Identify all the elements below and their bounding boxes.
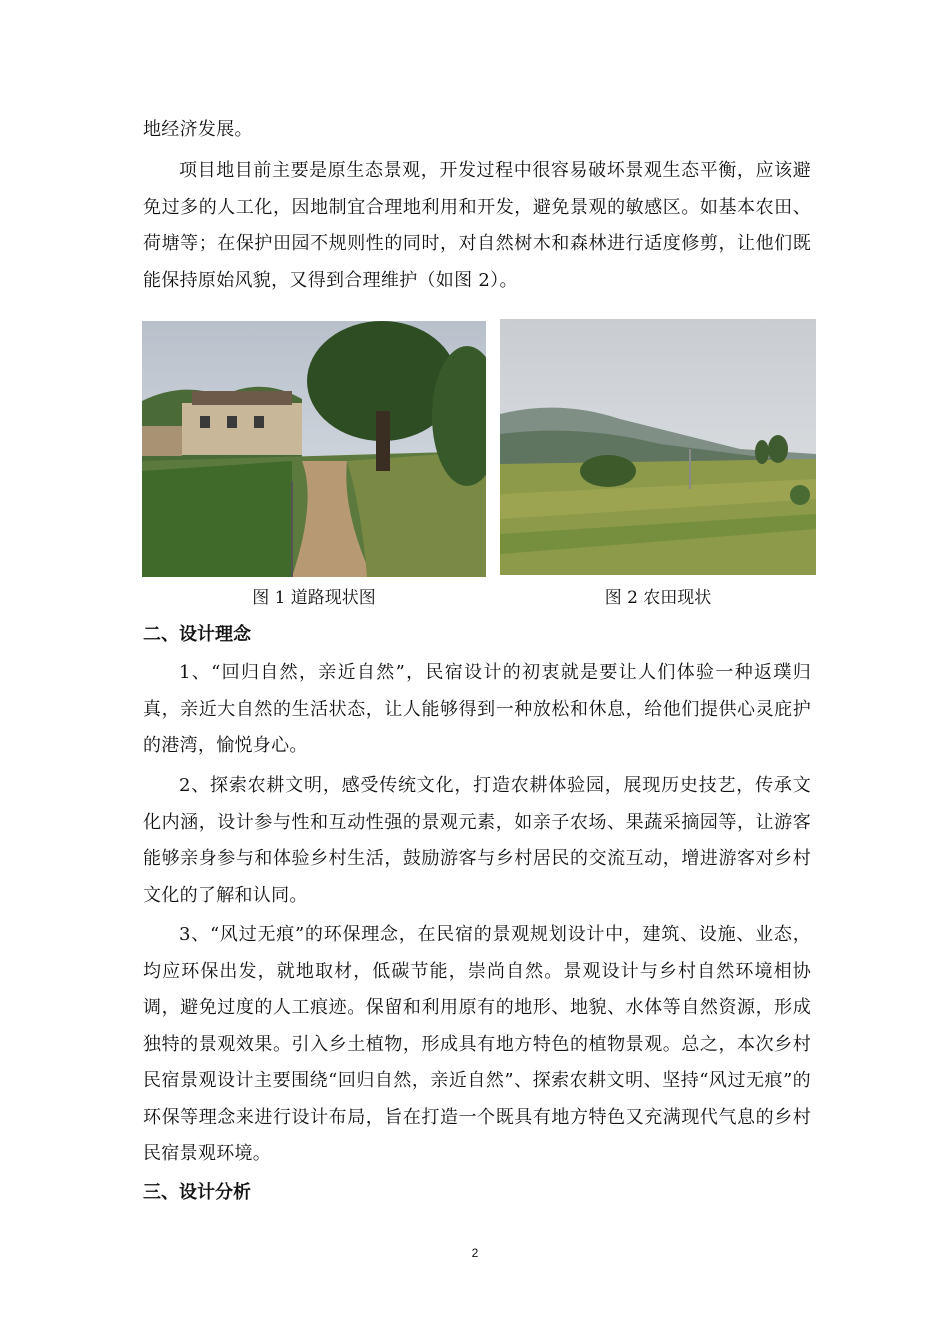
figure-farmland-photo bbox=[500, 319, 816, 575]
section-heading-design-analysis: 三、设计分析 bbox=[143, 1182, 251, 1203]
paragraph-concept-1: 1、“回归自然，亲近自然”，民宿设计的初衷就是要让人们体验一种返璞归真，亲近大自然的生活状态，让人能够得到一种放松和休息，给他们提供心灵庇护的港湾，愉悦身心。 bbox=[143, 662, 811, 756]
figure-1-caption: 图 1 道路现状图 bbox=[252, 588, 376, 608]
page-number: 2 bbox=[471, 1246, 479, 1260]
paragraph-concept-2: 2、探索农耕文明，感受传统文化，打造农耕体验园，展现历史技艺，传承文化内涵，设计参与性和互动性强的景观元素，如亲子农场、果蔬采摘园等，让游客能够亲身参与和体验乡村生活，鼓励游客与乡村居民的交流互动，增进游客对乡村文化的了解和认同。 bbox=[143, 775, 811, 906]
figure-2-caption: 图 2 农田现状 bbox=[604, 588, 712, 608]
section-heading-design-concept: 二、设计理念 bbox=[143, 624, 251, 645]
paragraph-concept-3: 3、“风过无痕”的环保理念，在民宿的景观规划设计中，建筑、设施、业态，均应环保出发，就地取材，低碳节能，崇尚自然。景观设计与乡村自然环境相协调，避免过度的人工痕迹。保留和利用原有的地形、地貌、水体等自然资源，形成独特的景观效果。引入乡土植物，形成具有地方特色的植物景观。总之，本次乡村民宿景观设计主要围绕“回归自然，亲近自然”、探索农耕文明、坚持“风过无痕”的环保等理念来进行设计布局，旨在打造一个既具有地方特色又充满现代气息的乡村民宿景观环境。 bbox=[143, 924, 811, 1164]
figure-road-photo bbox=[142, 321, 486, 577]
farmland-photo-illustration bbox=[500, 319, 816, 575]
paragraph-intro-end: 地经济发展。 bbox=[143, 119, 253, 140]
paragraph-ecology: 项目地目前主要是原生态景观，开发过程中很容易破坏景观生态平衡，应该避免过多的人工化，因地制宜合理地利用和开发，避免景观的敏感区。如基本农田、荷塘等；在保护田园不规则性的同时，对自然树木和森林进行适度修剪，让他们既能保持原始风貌，又得到合理维护（如图 2）。 bbox=[143, 160, 811, 291]
road-photo-illustration bbox=[142, 321, 486, 577]
